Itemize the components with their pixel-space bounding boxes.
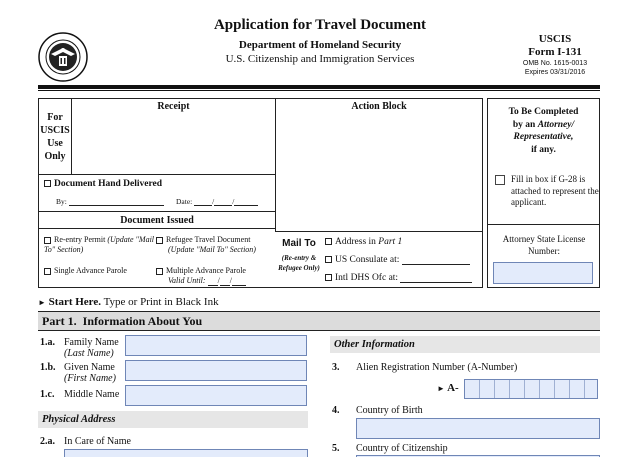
by-row	[56, 197, 164, 206]
given-name-sub: (First Name)	[64, 373, 116, 384]
attorney-rule	[487, 224, 600, 225]
middle-name-number: 1.c.	[40, 389, 55, 400]
family-name-text: Family Name	[64, 337, 119, 348]
refugee-checkbox[interactable]	[156, 237, 163, 244]
reentry-row[interactable]	[44, 235, 154, 255]
address-in-row[interactable]	[325, 237, 402, 247]
attorney-license-field[interactable]	[493, 262, 593, 284]
attorney-title-2-line	[488, 119, 599, 132]
reentry-note: (Update "Mail To" Section)	[44, 235, 155, 254]
doc-delivered-checkbox[interactable]	[44, 180, 51, 187]
valid-until-line-3[interactable]	[229, 276, 246, 286]
single-checkbox[interactable]	[44, 268, 51, 275]
action-block-label: Action Block	[351, 101, 407, 112]
by-line[interactable]	[69, 198, 164, 206]
birth-country-input[interactable]	[356, 418, 600, 439]
citizenship-number: 5.	[332, 443, 340, 454]
birth-country-label: Country of Birth	[356, 405, 423, 416]
single-row[interactable]	[44, 266, 127, 275]
attorney-title-5: if any.	[531, 144, 556, 155]
date-sep-2: /	[232, 197, 235, 206]
single-label: Single Advance Parole	[54, 266, 127, 275]
reentry-label: Re-entry Permit	[54, 235, 106, 244]
part1-title: Part 1. Information About You	[42, 314, 203, 328]
date-row	[176, 197, 258, 206]
valid-until-line-2[interactable]	[217, 276, 233, 286]
intl-dhs-row[interactable]	[325, 273, 472, 283]
address-in-part: Part 1	[378, 237, 403, 247]
anumber-input[interactable]	[464, 379, 598, 399]
multiple-row[interactable]	[156, 266, 246, 286]
mail-to-label: Mail To	[282, 238, 316, 249]
intl-dhs-label: Intl DHS Ofc at:	[335, 273, 399, 283]
receipt-label: Receipt	[157, 101, 190, 112]
family-name-number: 1.a.	[40, 337, 55, 348]
valid-sep-1: /	[217, 276, 220, 285]
start-here-text: Type or Print in Black Ink	[103, 296, 219, 308]
doc-issued-label: Document Issued	[120, 215, 194, 226]
doc-delivered-label: Document Hand Delivered	[54, 179, 163, 189]
address-in-label: Address in	[335, 237, 376, 247]
valid-until-line[interactable]	[208, 278, 218, 286]
given-name-label	[64, 362, 116, 384]
citizenship-label: Country of Citizenship	[356, 443, 448, 454]
agency-name: U.S. Citizenship and Immigration Services	[225, 53, 415, 65]
anumber-number: 3.	[332, 362, 340, 373]
given-name-text: Given Name	[64, 362, 115, 373]
action-block-box	[275, 98, 483, 232]
middle-name-label: Middle Name	[64, 389, 120, 400]
us-consulate-checkbox[interactable]	[325, 256, 332, 263]
doc-delivered-row[interactable]	[44, 179, 162, 189]
date-label: Date:	[176, 197, 193, 206]
header-rule	[38, 85, 600, 89]
anumber-prefix-text: A-	[447, 382, 459, 394]
date-line[interactable]	[194, 197, 215, 206]
valid-until-label: Valid Until:	[168, 276, 206, 285]
form-number: Form I-131	[528, 46, 582, 58]
anumber-arrow-icon: ►	[437, 384, 445, 393]
birth-country-number: 4.	[332, 405, 340, 416]
care-of-label: In Care of Name	[64, 436, 131, 447]
middle-name-input[interactable]	[125, 385, 307, 406]
g28-checkbox[interactable]	[495, 175, 505, 185]
refugee-note: (Update "Mail To" Section)	[168, 245, 256, 254]
us-consulate-label: US Consulate at:	[335, 255, 400, 265]
other-info-header: Other Information	[330, 336, 600, 353]
g28-label: Fill in box if G-28 is attached to represent the applicant.	[511, 174, 599, 207]
address-in-checkbox[interactable]	[325, 238, 332, 245]
intl-dhs-line[interactable]	[400, 275, 472, 283]
family-name-label	[64, 337, 119, 359]
department-name: Department of Homeland Security	[238, 39, 402, 51]
by-label: By:	[56, 197, 67, 206]
intl-dhs-checkbox[interactable]	[325, 274, 332, 281]
multiple-label: Multiple Advance Parole	[166, 266, 246, 275]
anumber-label: Alien Registration Number (A-Number)	[356, 362, 518, 373]
attorney-title-2: by an	[512, 119, 536, 130]
start-here-label: Start Here.	[48, 296, 102, 308]
attorney-title-4: Representative,	[513, 132, 574, 142]
header-rule-thin	[38, 90, 600, 91]
start-here	[38, 296, 219, 308]
attorney-title-1: To Be Completed	[508, 107, 579, 117]
reentry-checkbox[interactable]	[44, 237, 51, 244]
form-title: Application for Travel Document	[213, 17, 427, 33]
dhs-seal-icon	[38, 32, 88, 82]
physical-address-header: Physical Address	[38, 411, 308, 428]
us-consulate-line[interactable]	[402, 257, 470, 265]
refugee-label: Refugee Travel Document	[166, 235, 251, 244]
date-line-2[interactable]	[214, 197, 235, 206]
mail-to-note: (Re-entry & Refugee Only)	[278, 254, 320, 272]
given-name-input[interactable]	[125, 360, 307, 381]
uscis-side-label: For USCIS Use Only	[40, 112, 70, 162]
care-of-number: 2.a.	[40, 436, 55, 447]
given-name-number: 1.b.	[40, 362, 56, 373]
attorney-title-3: Attorney/	[537, 119, 575, 130]
multiple-checkbox[interactable]	[156, 268, 163, 275]
us-consulate-row[interactable]	[325, 255, 470, 265]
care-of-input[interactable]	[64, 449, 308, 457]
date-sep-1: /	[212, 197, 215, 206]
doc-issued-rule	[38, 228, 276, 229]
date-line-3[interactable]	[234, 198, 258, 206]
valid-sep-2: /	[229, 276, 233, 285]
refugee-row[interactable]	[156, 235, 274, 255]
expiration-date: Expires 03/31/2016	[524, 69, 586, 76]
anumber-prefix	[437, 382, 459, 394]
family-name-input[interactable]	[125, 335, 307, 356]
agency-abbr: USCIS	[538, 33, 572, 45]
family-name-sub: (Last Name)	[64, 348, 114, 359]
attorney-license-label: Attorney State License Number:	[502, 234, 586, 256]
omb-number: OMB No. 1615-0013	[522, 60, 588, 67]
attorney-title	[488, 106, 599, 156]
start-arrow-icon: ►	[38, 298, 46, 307]
